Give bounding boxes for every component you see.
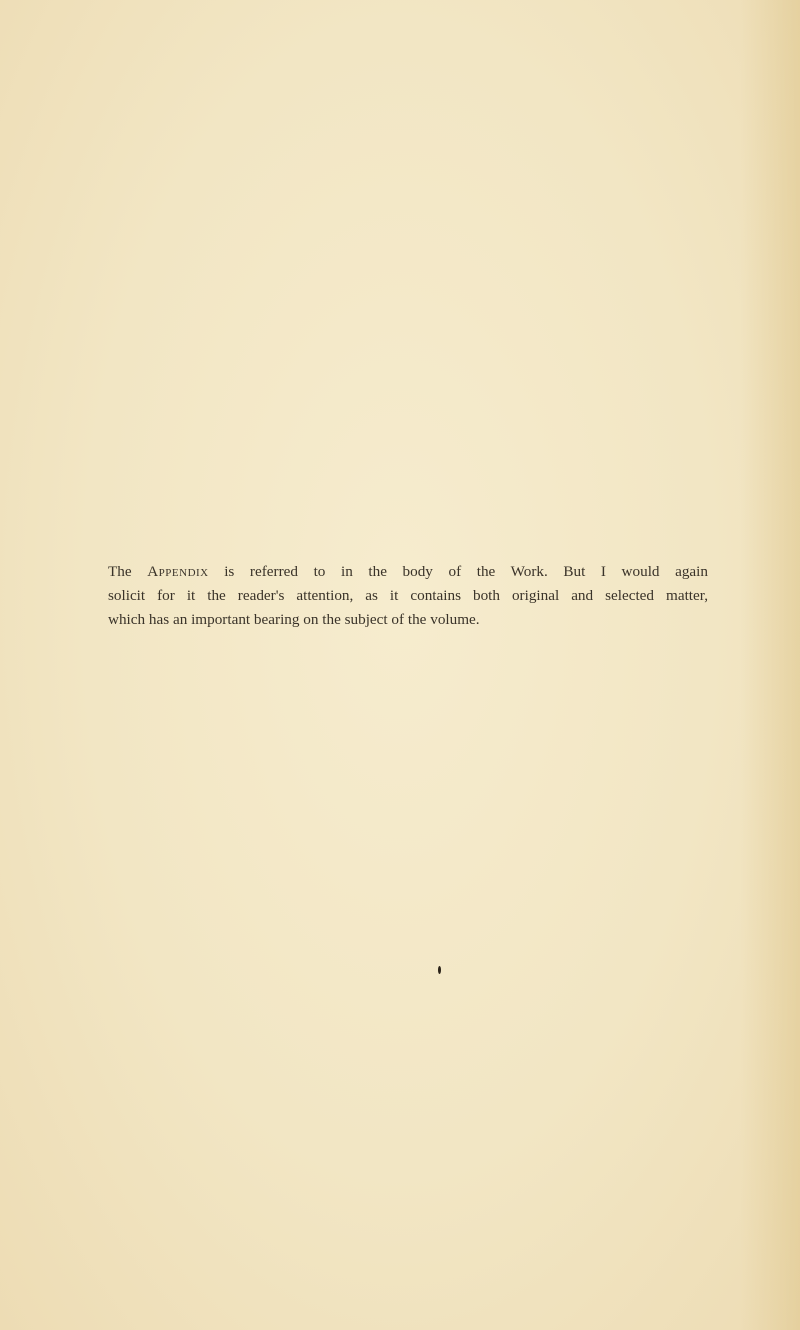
appendix-word: Appendix — [147, 563, 209, 580]
paragraph-line-1 — [108, 560, 708, 584]
line1-end: is referred to in the body of the Work. But I would again — [208, 563, 708, 580]
ink-speck — [438, 966, 441, 974]
page-edge-shadow — [740, 0, 800, 1330]
line1-start: The — [108, 563, 148, 580]
appendix-note-paragraph — [108, 560, 708, 632]
paragraph-line-2: solicit for it the reader's attention, as it contains both original and selected matter, — [108, 587, 708, 604]
paragraph-line-3: which has an important bearing on the subject of the volume. — [108, 611, 480, 628]
